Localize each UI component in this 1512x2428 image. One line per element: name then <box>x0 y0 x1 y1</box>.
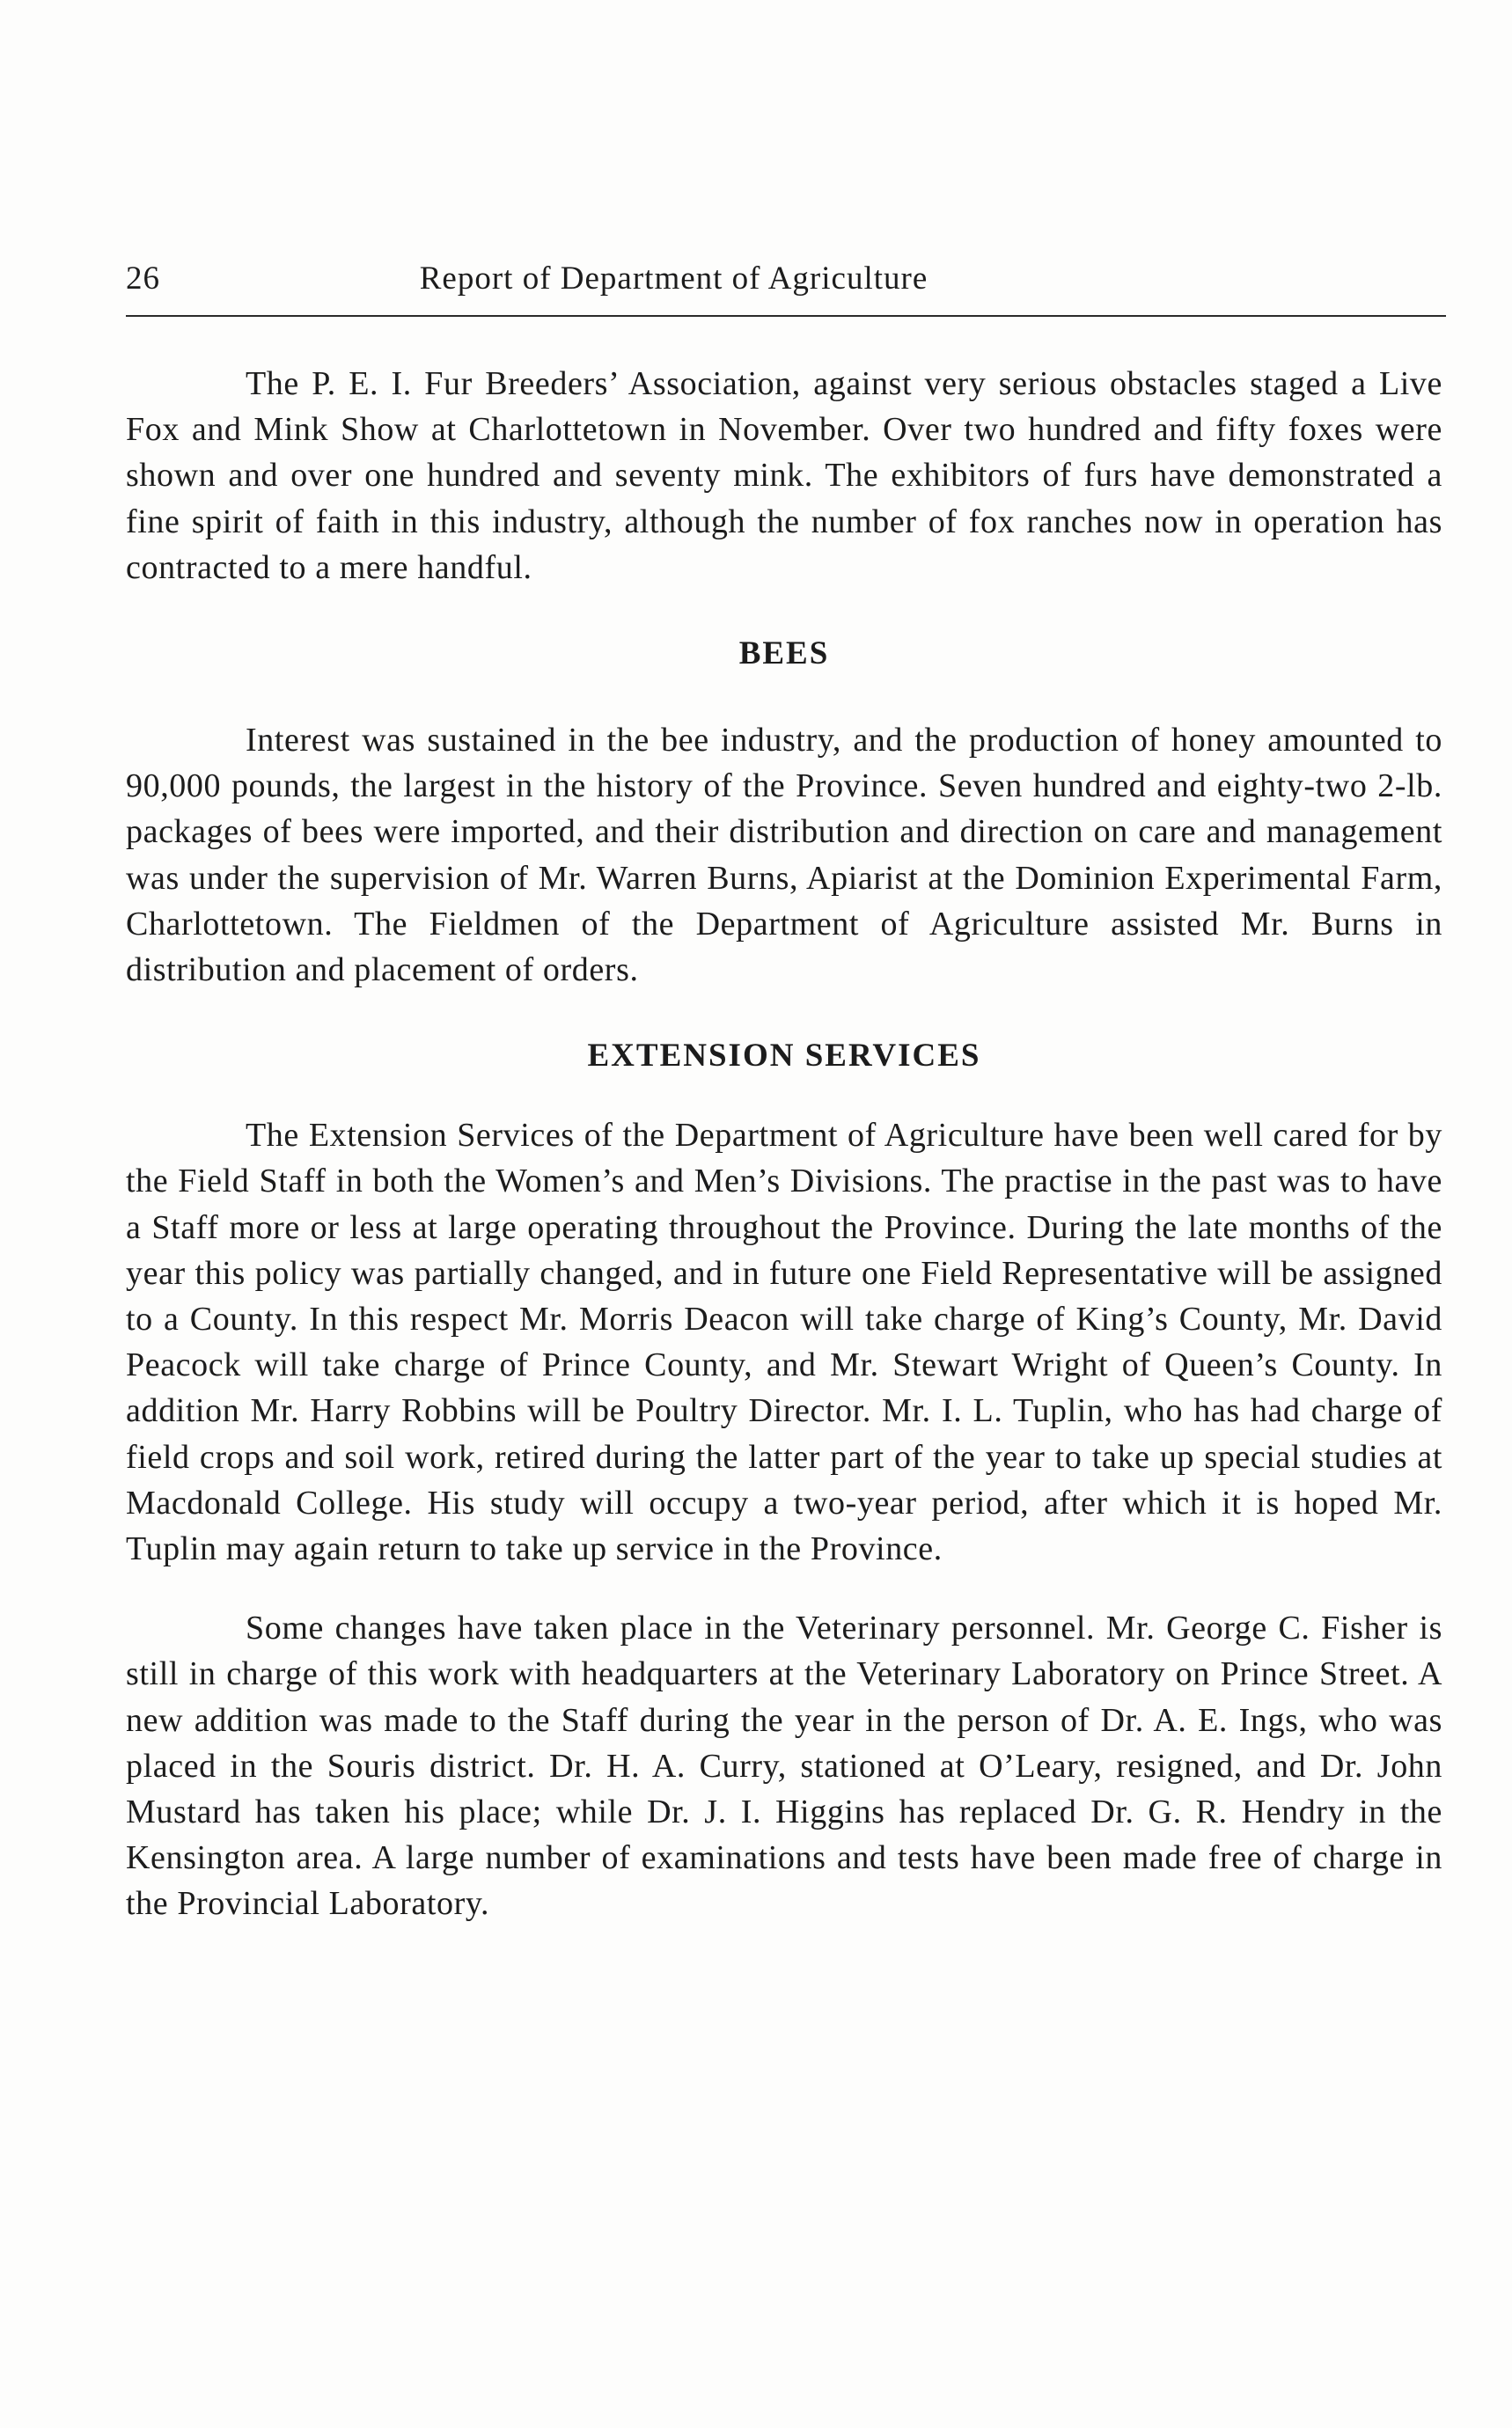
paragraph-extension-services: The Extension Services of the Department of Agriculture have been well cared for by the Field Staff in both the Women’s and Men’s Divisions. The practise in the past was to have a Staff more or less at large operating throughout the Province. During the late months of the year this policy was partially changed, and in future one Field Representative will be assigned to a County. In this respect Mr. Morris Deacon will take charge of King’s County, Mr. David Peacock will take charge of Prince County, and Mr. Stewart Wright of Queen’s County. In addition Mr. Harry Robbins will be Poultry Director. Mr. I. L. Tuplin, who has had charge of field crops and soil work, retired during the latter part of the year to take up special studies at Macdonald College. His study will occupy a two-year period, after which it is hoped Mr. Tuplin may again return to take up service in the Province. <box>126 1117 1442 1568</box>
header-rule <box>126 315 1446 317</box>
body-text <box>126 361 1442 1927</box>
running-title: Report of Department of Agriculture <box>419 260 928 297</box>
paragraph-bees: Interest was sustained in the bee industry, and the production of honey amounted to 90,000 pounds, the largest in the history of the Province. Seven hundred and eighty-two 2-lb. packages of bees were imported, and their distribution and direction on care and management was under the supervision of Mr. Warren Burns, Apiarist at the Dominion Experimental Farm, Charlottetown. The Fieldmen of the Department of Agriculture assisted Mr. Burns in distribution and placement of orders. <box>126 722 1442 989</box>
section-heading-extension-services: EXTENSION SERVICES <box>587 1038 981 1075</box>
section-heading-bees: BEES <box>738 635 830 672</box>
page-number: 26 <box>126 260 160 297</box>
paragraph-veterinary: Some changes have taken place in the Veterinary personnel. Mr. George C. Fisher is still in charge of this work with headquarters at the Veterinary Laboratory on Prince Street. A new addition was made to the Staff during the year in the person of Dr. A. E. Ings, who was placed in the Souris district. Dr. H. A. Curry, stationed at O’Leary, resigned, and Dr. John Mustard has taken his place; while Dr. J. I. Higgins has replaced Dr. G. R. Hendry in the Kensington area. A large number of examinations and tests have been made free of charge in the Provincial Laboratory. <box>126 1610 1442 1923</box>
paragraph-fur-breeders: The P. E. I. Fur Breeders’ Association, against very serious obstacles staged a Live Fox and Mink Show at Charlottetown in November. Over two hundred and fifty foxes were shown and over one hundred and seventy mink. The exhibitors of furs have demonstrated a fine spirit of faith in this industry, although the number of fox ranches now in operation has contracted to a mere handful. <box>126 365 1442 586</box>
page-header <box>126 257 1446 320</box>
